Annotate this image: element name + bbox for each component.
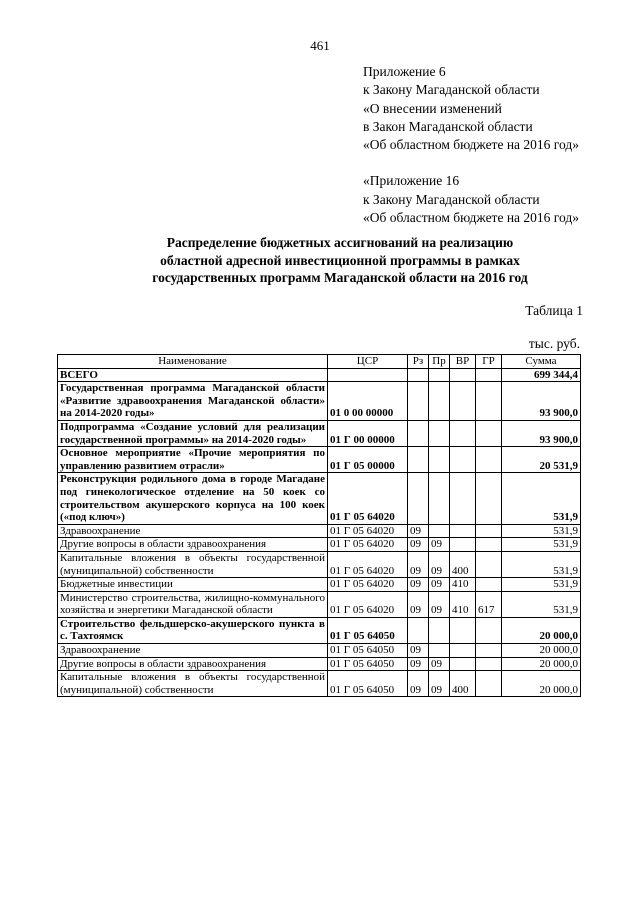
cell-sum: 531,9	[502, 473, 581, 524]
cell-rz: 09	[408, 578, 429, 592]
appendix-line: Приложение 6	[363, 64, 446, 79]
cell-pr	[429, 447, 450, 473]
cell-csr: 01 Г 05 64020	[328, 524, 408, 538]
cell-name: Бюджетные инвестиции	[58, 578, 328, 592]
cell-name: Другие вопросы в области здравоохранения	[58, 538, 328, 552]
col-header-csr: ЦСР	[328, 355, 408, 369]
col-header-gr: ГР	[476, 355, 502, 369]
cell-name: Реконструкция родильного дома в городе Магадане под гинекологическое отделение на 50 коек со строительством акушерского корпуса на 100 коек («под ключ»)	[58, 473, 328, 524]
cell-gr	[476, 657, 502, 671]
cell-pr	[429, 524, 450, 538]
table-row	[58, 591, 581, 617]
cell-pr	[429, 368, 450, 382]
cell-sum: 93 900,0	[502, 382, 581, 421]
cell-name: Основное мероприятие «Прочие мероприятия по управлению развитием отрасли»	[58, 447, 328, 473]
cell-sum: 531,9	[502, 578, 581, 592]
table-row	[58, 657, 581, 671]
budget-table	[57, 354, 581, 697]
cell-pr	[429, 617, 450, 643]
title-line: областной адресной инвестиционной программы в рамках	[160, 252, 520, 268]
cell-sum: 531,9	[502, 538, 581, 552]
cell-sum: 699 344,4	[502, 368, 581, 382]
cell-gr	[476, 617, 502, 643]
cell-vr	[450, 524, 476, 538]
cell-gr	[476, 524, 502, 538]
cell-pr: 09	[429, 591, 450, 617]
cell-name: Здравоохранение	[58, 524, 328, 538]
cell-csr: 01 Г 05 64020	[328, 578, 408, 592]
cell-pr: 09	[429, 551, 450, 577]
cell-csr: 01 Г 05 64020	[328, 538, 408, 552]
cell-gr	[476, 538, 502, 552]
title-line: Распределение бюджетных ассигнований на реализацию	[166, 235, 514, 250]
title-line: государственных программ Магаданской области на 2016 год	[152, 270, 528, 285]
cell-csr: 01 Г 05 64050	[328, 617, 408, 643]
cell-rz: 09	[408, 644, 429, 658]
cell-name: Капитальные вложения в объекты государственной (муниципальной) собственности	[58, 671, 328, 697]
cell-gr: 617	[476, 591, 502, 617]
cell-sum: 93 900,0	[502, 420, 581, 446]
cell-rz: 09	[408, 591, 429, 617]
cell-sum: 20 531,9	[502, 447, 581, 473]
cell-sum: 20 000,0	[502, 657, 581, 671]
cell-pr	[429, 644, 450, 658]
cell-csr: 01 Г 05 64020	[328, 473, 408, 524]
cell-vr	[450, 617, 476, 643]
cell-rz	[408, 617, 429, 643]
cell-gr	[476, 382, 502, 421]
appendix-line: «Об областном бюджете на 2016 год»	[363, 137, 579, 153]
cell-csr: 01 Г 05 64050	[328, 644, 408, 658]
cell-vr	[450, 538, 476, 552]
table-row	[58, 382, 581, 421]
cell-gr	[476, 578, 502, 592]
cell-vr	[450, 382, 476, 421]
table-row	[58, 617, 581, 643]
appendix-line: к Закону Магаданской области	[363, 82, 540, 98]
cell-csr: 01 Г 05 64050	[328, 671, 408, 697]
cell-rz	[408, 368, 429, 382]
cell-gr	[476, 420, 502, 446]
cell-gr	[476, 644, 502, 658]
cell-rz: 09	[408, 671, 429, 697]
cell-csr	[328, 368, 408, 382]
cell-rz: 09	[408, 524, 429, 538]
appendix-line: «О внесении изменений	[363, 100, 502, 116]
cell-name: Другие вопросы в области здравоохранения	[58, 657, 328, 671]
cell-name: Капитальные вложения в объекты государственной (муниципальной) собственности	[58, 551, 328, 577]
cell-pr	[429, 473, 450, 524]
cell-name: ВСЕГО	[58, 368, 328, 382]
cell-csr: 01 Г 00 00000	[328, 420, 408, 446]
cell-sum: 20 000,0	[502, 671, 581, 697]
cell-vr	[450, 447, 476, 473]
cell-vr	[450, 644, 476, 658]
table-row	[58, 368, 581, 382]
units-label: тыс. руб.	[528, 336, 580, 351]
cell-rz	[408, 420, 429, 446]
cell-name: Подпрограмма «Создание условий для реализации государственной программы» на 2014-2020 годы»	[58, 420, 328, 446]
cell-sum: 20 000,0	[502, 617, 581, 643]
cell-csr: 01 Г 05 64050	[328, 657, 408, 671]
col-header-pr: Пр	[429, 355, 450, 369]
cell-vr: 410	[450, 578, 476, 592]
table-row	[58, 644, 581, 658]
cell-gr	[476, 551, 502, 577]
cell-vr	[450, 473, 476, 524]
cell-csr: 01 Г 05 64020	[328, 591, 408, 617]
cell-pr: 09	[429, 578, 450, 592]
cell-pr	[429, 382, 450, 421]
appendix-line: «Приложение 16	[363, 173, 460, 189]
cell-rz	[408, 382, 429, 421]
cell-name: Здравоохранение	[58, 644, 328, 658]
cell-sum: 20 000,0	[502, 644, 581, 658]
appendix-header	[363, 63, 579, 227]
cell-vr	[450, 368, 476, 382]
cell-vr	[450, 657, 476, 671]
table-row	[58, 524, 581, 538]
col-header-sum: Сумма	[502, 355, 581, 369]
table-row	[58, 538, 581, 552]
cell-gr	[476, 473, 502, 524]
page-number: 461	[310, 38, 330, 53]
cell-pr: 09	[429, 657, 450, 671]
cell-name: Строительство фельдшерско-акушерского пункта в с. Тахтоямск	[58, 617, 328, 643]
cell-rz: 09	[408, 538, 429, 552]
appendix-gap	[363, 154, 579, 172]
cell-vr: 400	[450, 551, 476, 577]
cell-sum: 531,9	[502, 551, 581, 577]
cell-gr	[476, 671, 502, 697]
table-row	[58, 473, 581, 524]
table-row	[58, 551, 581, 577]
cell-rz: 09	[408, 657, 429, 671]
table-label: Таблица 1	[525, 303, 583, 318]
cell-rz: 09	[408, 551, 429, 577]
table-body	[58, 368, 581, 697]
cell-gr	[476, 447, 502, 473]
cell-name: Министерство строительства, жилищно-коммунального хозяйства и энергетики Магаданской области	[58, 591, 328, 617]
document-title	[90, 234, 590, 287]
table-row	[58, 578, 581, 592]
cell-csr: 01 Г 05 64020	[328, 551, 408, 577]
cell-sum: 531,9	[502, 524, 581, 538]
table-row	[58, 447, 581, 473]
cell-csr: 01 Г 05 00000	[328, 447, 408, 473]
cell-rz	[408, 447, 429, 473]
cell-name: Государственная программа Магаданской области «Развитие здравоохранения Магаданской области» на 2014-2020 годы»	[58, 382, 328, 421]
appendix-line: к Закону Магаданской области	[363, 191, 540, 207]
cell-pr: 09	[429, 671, 450, 697]
cell-rz	[408, 473, 429, 524]
appendix-line: «Об областном бюджете на 2016 год»	[363, 210, 579, 226]
cell-gr	[476, 368, 502, 382]
table-header-row	[58, 355, 581, 369]
cell-vr	[450, 420, 476, 446]
appendix-line: в Закон Магаданской области	[363, 118, 533, 134]
cell-pr: 09	[429, 538, 450, 552]
table-row	[58, 420, 581, 446]
cell-vr: 400	[450, 671, 476, 697]
cell-vr: 410	[450, 591, 476, 617]
col-header-rz: Рз	[408, 355, 429, 369]
cell-sum: 531,9	[502, 591, 581, 617]
col-header-vr: ВР	[450, 355, 476, 369]
table-row	[58, 671, 581, 697]
cell-csr: 01 0 00 00000	[328, 382, 408, 421]
cell-pr	[429, 420, 450, 446]
col-header-name: Наименование	[58, 355, 328, 369]
